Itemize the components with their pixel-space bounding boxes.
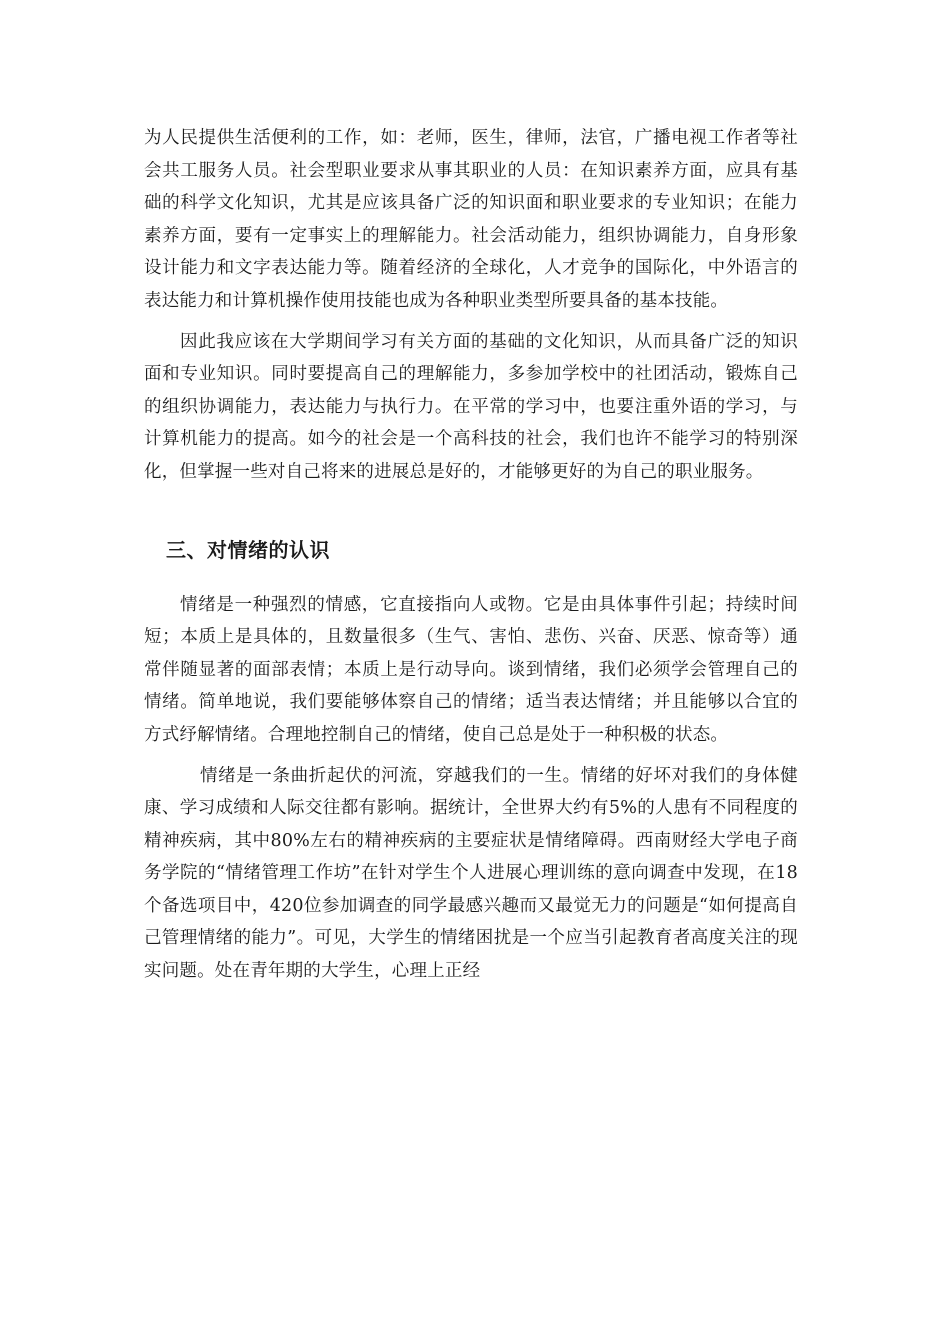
paragraph-emotion-definition: 情绪是一种强烈的情感，它直接指向人或物。它是由具体事件引起；持续时间短；本质上是具体的，且数量很多（生气、害怕、悲伤、兴奋、厌恶、惊奇等）通常伴随显著的面部表情；本质上是行动导向。谈到情绪，我们必须学会管理自己的情绪。简单地说，我们要能够体察自己的情绪；适当表达情绪；并且能够以合宜的方式纾解情绪。合理地控制自己的情绪，使自己总是处于一种积极的状态。: [144, 594, 798, 745]
paragraph-spacer: [144, 318, 798, 326]
section-heading-emotion: 三、对情绪的认识: [166, 537, 330, 562]
paragraph-emotion-statistics: 情绪是一条曲折起伏的河流，穿越我们的一生。情绪的好坏对我们的身体健康、学习成绩和人际交往都有影响。据统计，全世界大约有5%的人患有不同程度的精神疾病，其中80%左右的精神疾病的主要症状是情绪障碍。西南财经大学电子商务学院的“情绪管理工作坊”在针对学生个人进展心理训练的意向调查中发现，在18个备选项目中，420位参加调查的同学最感兴趣而又最觉无力的问题是“如何提高自己管理情绪的能力”。可见，大学生的情绪困扰是一个应当引起教育者高度关注的现实问题。处在青年期的大学生，心理上正经: [144, 765, 798, 982]
document-body: [144, 122, 798, 988]
paragraph-university-study-plan: 因此我应该在大学期间学习有关方面的基础的文化知识，从而具备广泛的知识面和专业知识。同时要提高自己的理解能力，多参加学校中的社团活动，锻炼自己的组织协调能力，表达能力与执行力。在平常的学习中，也要注重外语的学习，与计算机能力的提高。如今的社会是一个高科技的社会，我们也许不能学习的特别深化，但掌握一些对自己将来的进展总是好的，才能够更好的为自己的职业服务。: [144, 331, 798, 482]
paragraph-social-career-requirements: 为人民提供生活便利的工作，如：老师，医生，律师，法官，广播电视工作者等社会共工服务人员。社会型职业要求从事其职业的人员：在知识素养方面，应具有基础的科学文化知识，尤其是应该具备广泛的知识面和职业要求的专业知识；在能力素养方面，要有一定事实上的理解能力。社会活动能力，组织协调能力，自身形象设计能力和文字表达能力等。随着经济的全球化，人才竞争的国际化，中外语言的表达能力和计算机操作使用技能也成为各种职业类型所要具备的基本技能。: [144, 128, 798, 311]
paragraph-spacer: [144, 752, 798, 760]
